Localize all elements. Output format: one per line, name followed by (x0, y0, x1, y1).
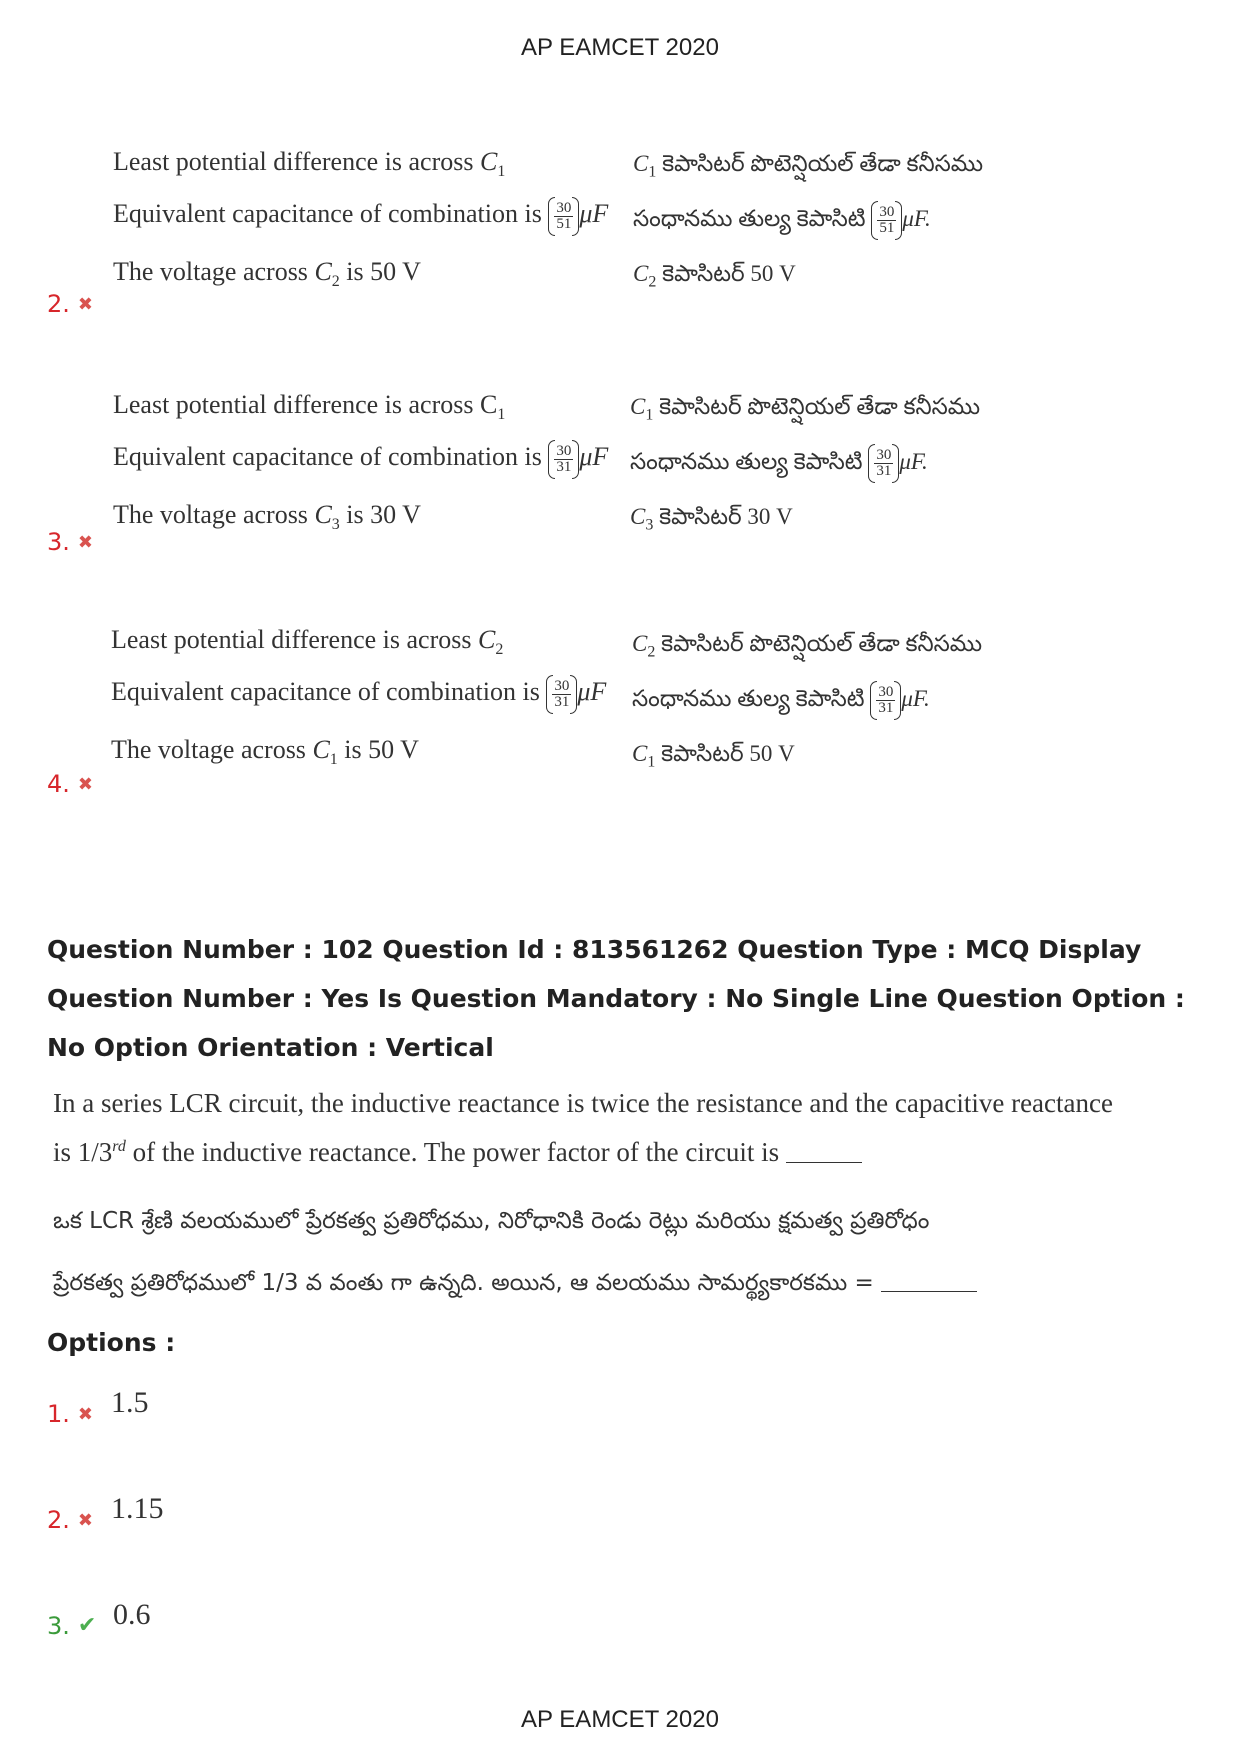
fraction: $\frac{30}{51}$ (548, 201, 579, 232)
te-line-1: $C_2$ కెపాసిటర్ పొటెన్షియల్ తేడా కనీసము (632, 631, 983, 661)
te-line-2: సంధానము తుల్య కెపాసిటి $\frac{30}{31}$ μF. (630, 447, 928, 479)
te-line-3: $C_1$ కెపాసిటర్ 50 V (632, 741, 795, 771)
option-value: 0.6 (113, 1598, 151, 1631)
option-number: 4. ✖ (47, 770, 93, 798)
fraction: $\frac{30}{51}$ (871, 205, 902, 236)
te-line-3: $C_3$ కెపాసిటర్ 30 V (630, 504, 793, 534)
option-number: 2. ✖ (47, 290, 93, 318)
option-image (113, 147, 1113, 307)
option-image (113, 390, 1113, 550)
te-line-2: సంధానము తుల్య కెపాసిటి $\frac{30}{51}$ μF. (633, 204, 931, 236)
options-label: Options : (47, 1328, 176, 1357)
te-line-3: $C_2$ కెపాసిటర్ 50 V (633, 261, 796, 291)
option-number: 1. ✖ (47, 1400, 93, 1428)
en-line-2: Equivalent capacitance of combination is $\frac{30}{51}$ μF (113, 199, 609, 232)
option-value: 1.15 (111, 1492, 164, 1525)
te-line-1: $C_1$ కెపాసిటర్ పొటెన్షియల్ తేడా కనీసము (633, 151, 984, 181)
question-en-line-1: In a series LCR circuit, the inductive reactance is twice the resistance and the capacitive reactance (53, 1088, 1113, 1118)
option-number: 2. ✖ (47, 1506, 93, 1534)
page-footer: AP EAMCET 2020 (521, 1706, 719, 1733)
question-en-line-2: is 1/3rd of the inductive reactance. The power factor of the circuit is (53, 1125, 1113, 1174)
en-line-3: The voltage across $C_1$ is 50 V (111, 735, 419, 769)
en-line-2: Equivalent capacitance of combination is $\frac{30}{31}$ μF (113, 442, 609, 475)
en-line-3: The voltage across $C_3$ is 30 V (113, 500, 421, 534)
answer-blank (786, 1162, 862, 1163)
fraction: $\frac{30}{31}$ (546, 679, 577, 710)
cross-icon: ✖ (77, 532, 93, 553)
fraction: $\frac{30}{31}$ (548, 444, 579, 475)
question-text-en (53, 1082, 1113, 1174)
page-header: AP EAMCET 2020 (521, 34, 719, 61)
en-line-2: Equivalent capacitance of combination is $\frac{30}{31}$ μF (111, 677, 607, 710)
en-line-1: Least potential difference is across $C_1$ (113, 147, 506, 181)
en-line-3: The voltage across $C_2$ is 50 V (113, 257, 421, 291)
question-text-te-line-2: ప్రేరకత్వ ప్రతిరోధములో 1/3 వ వంతు గా ఉన్నది. అయిన, ఆ వలయము సామర్థ్యకారకము = (53, 1270, 977, 1302)
option-value: 1.5 (111, 1386, 149, 1419)
te-line-1: $C_1$ కెపాసిటర్ పొటెన్షియల్ తేడా కనీసము (630, 394, 981, 424)
te-line-2: సంధానము తుల్య కెపాసిటి $\frac{30}{31}$ μF. (632, 684, 930, 716)
fraction: $\frac{30}{31}$ (870, 685, 901, 716)
fraction: $\frac{30}{31}$ (868, 448, 899, 479)
answer-blank (881, 1291, 977, 1292)
en-line-1: Least potential difference is across $C_2$ (111, 625, 504, 659)
cross-icon: ✖ (77, 774, 93, 795)
cross-icon: ✖ (77, 1510, 93, 1531)
option-number: 3. ✖ (47, 528, 93, 556)
check-icon: ✔ (77, 1613, 97, 1638)
en-line-1: Least potential difference is across $C_1$ (113, 390, 506, 424)
cross-icon: ✖ (77, 1404, 93, 1425)
question-meta: Question Number : 102 Question Id : 813561262 Question Type : MCQ Display Question Number : Yes Is Question Mandatory : No Single Line Question Option : No Option Orientation : Vertical (47, 935, 1185, 1062)
cross-icon: ✖ (77, 294, 93, 315)
question-text-te-line-1: ఒక LCR శ్రేణి వలయములో ప్రేరకత్వ ప్రతిరోధము, నిరోధానికి రెండు రెట్లు మరియు క్షమత్వ ప్రతిరోధం (53, 1208, 930, 1234)
option-number: 3. ✔ (47, 1612, 97, 1640)
option-image (111, 625, 1111, 785)
